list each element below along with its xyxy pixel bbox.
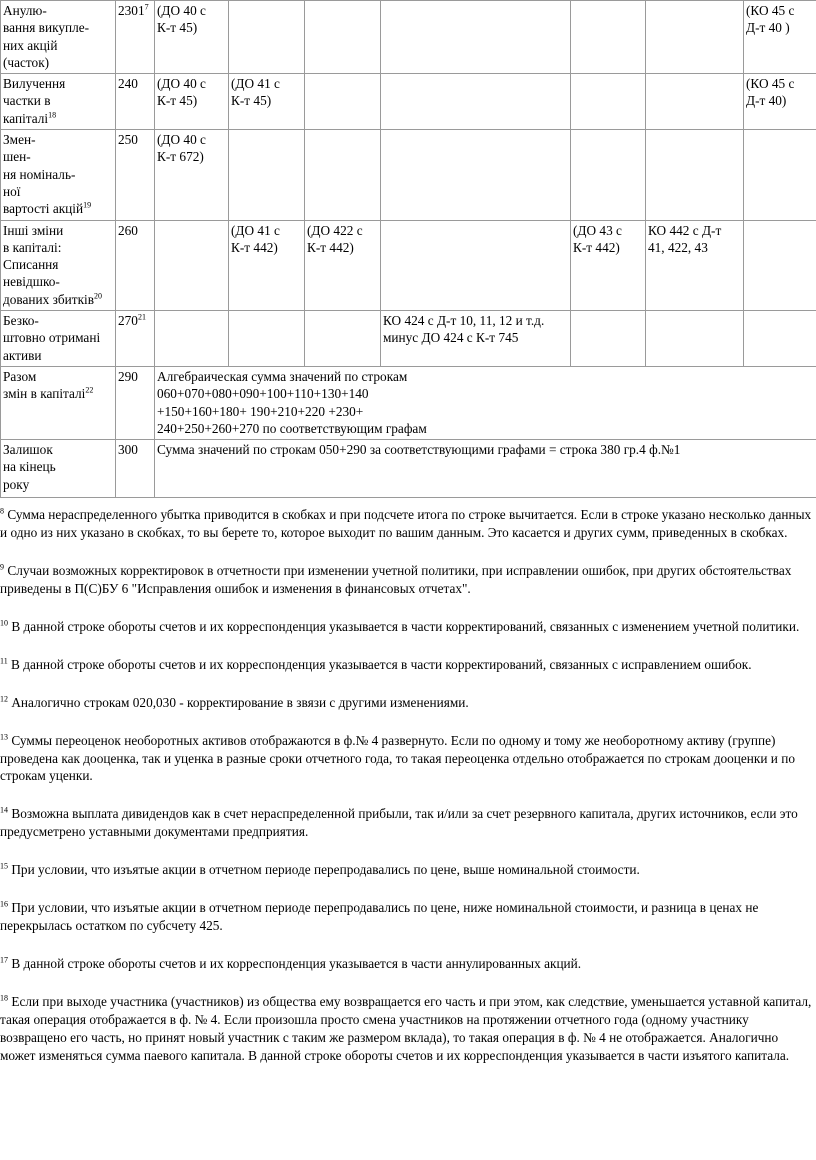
table-row — [1, 1, 816, 74]
footnote-text: В данной строке обороты счетов и их корреспонденция указывается в части корректирований, связанных с исправлением ошибок. — [11, 656, 752, 672]
row-label: Вилучення частки в капіталі — [3, 76, 66, 126]
cell-text: КО 442 с Д-т 41, 422, 43 — [648, 222, 722, 255]
cell-text: (ДО 40 с К-т 672) — [157, 132, 206, 165]
footnote-number: 16 — [0, 899, 8, 909]
footnote — [0, 562, 812, 598]
table-cell — [305, 130, 381, 220]
footnote-text: Возможна выплата дивидендов как в счет нераспределенной прибыли, так и/или за счет резервного капитала, других источников, если это предусметрено уставными документами предприятия. — [0, 806, 798, 840]
footnote-text: Суммы переоценок необоротных активов отображаются в ф.№ 4 развернуто. Если по одному и тому же необоротному активу (группе) проведена как дооценка, так и уценка в разные сроки отчетного года, то такая переоценка отдельно отображается по строкам дооценки и по строкам уценки. — [0, 732, 796, 784]
cell-text: (ДО 40 с К-т 45) — [157, 3, 206, 36]
cell-text: (ДО 41 с К-т 45) — [231, 76, 280, 109]
table-cell — [744, 130, 816, 220]
footnote-ref: 19 — [83, 200, 92, 210]
footnotes — [0, 506, 812, 1065]
row-label-cell — [1, 1, 116, 74]
cell-text: (ДО 43 с К-т 442) — [573, 222, 622, 255]
row-code-cell — [116, 1, 155, 74]
table-cell — [646, 1, 744, 74]
table-cell — [744, 220, 816, 310]
table-cell — [571, 220, 646, 310]
table-row — [1, 366, 816, 439]
footnote-text: В данной строке обороты счетов и их корреспонденция указывается в части корректирований, связанных с изменением учетной политики. — [11, 618, 800, 634]
footnote-text: Сумма нераспределенного убытка приводится в скобках и при подсчете итога по строке вычитается. Если в строке указано несколько данных и одно из них указано в скобках, то вы берете то, которое выходит по вашим данным. Это касается и других сумм, приведенных в скобках. — [0, 507, 812, 540]
footnote-ref: 22 — [85, 385, 94, 395]
row-label: Залишок на кінець року — [3, 442, 56, 492]
cell-text: (КО 45 с Д-т 40 ) — [746, 3, 795, 36]
row-label-cell — [1, 220, 116, 310]
cell-text: (ДО 422 с К-т 442) — [307, 222, 363, 255]
cell-text: (ДО 40 с К-т 45) — [157, 76, 206, 109]
table-cell — [381, 1, 571, 74]
table-cell — [381, 130, 571, 220]
footnote-text: При условии, что изъятые акции в отчетном периоде перепродавались по цене, выше номинальной стоимости. — [11, 862, 640, 878]
cell-text: (ДО 41 с К-т 442) — [231, 222, 280, 255]
table-cell — [229, 130, 305, 220]
row-code: 290 — [118, 368, 138, 384]
table-cell — [229, 74, 305, 130]
footnote-number: 12 — [0, 694, 8, 704]
table-cell — [646, 130, 744, 220]
footnote-number: 10 — [0, 618, 8, 628]
table-cell — [305, 1, 381, 74]
footnote-ref: 18 — [48, 110, 57, 120]
footnote — [0, 506, 812, 542]
footnote-number: 18 — [0, 993, 8, 1003]
row-code-cell — [116, 440, 155, 498]
table-row — [1, 220, 816, 310]
footnote-number: 15 — [0, 861, 8, 871]
row-label: Разом змін в капіталі — [3, 368, 86, 402]
table-cell — [571, 130, 646, 220]
cell-text: Сумма значений по строкам 050+290 за соответствующими графами = строка 380 гр.4 ф.№1 — [157, 442, 681, 458]
table-row — [1, 130, 816, 220]
row-label: Інші зміни в капіталі: Списання невідшко- дованих збитків — [3, 222, 95, 307]
footnote-text: Аналогично строкам 020,030 - корректирование в звязи с другими изменениями. — [11, 694, 469, 710]
footnote — [0, 732, 812, 786]
table-row — [1, 74, 816, 130]
table-cell — [646, 74, 744, 130]
row-code: 250 — [118, 132, 138, 148]
table-cell — [305, 310, 381, 366]
table-cell — [381, 310, 571, 366]
footnote — [0, 993, 812, 1065]
cell-text: (КО 45 с Д-т 40) — [746, 76, 795, 109]
footnote — [0, 618, 812, 636]
table-cell — [571, 1, 646, 74]
footnote-text: Если при выходе участника (участников) из общества ему возвращается его часть и при этом, как следствие, уменьшается уставной капитал, такая операция отображается в ф. № 4. Если произошла просто смена участников на протяжении отчетного года (одному участнику возвращено его часть, но принят новый участник с таким же размером вклада), то такая операция в ф. № 4 не отображается. Аналогично может изменяться сумма паевого капитала. В данной строке обороты счетов и их корреспонденция указывается в части изъятого капитала. — [0, 994, 812, 1063]
row-label-cell — [1, 440, 116, 498]
footnote-number: 9 — [0, 562, 4, 572]
cell-text: Алгебраическая сумма значений по строкам 060+070+080+090+100+110+130+140 +150+160+180+ 190+210+220 +230+ 240+250+260+270 по соответствующим графам — [157, 368, 427, 436]
footnote — [0, 955, 812, 973]
table-cell — [571, 310, 646, 366]
row-code-cell — [116, 366, 155, 439]
footnote-number: 11 — [0, 656, 8, 666]
table-row — [1, 440, 816, 498]
row-label: Анулю- вання викупле- них акцій (часток) — [3, 3, 90, 70]
capital-changes-table — [0, 0, 816, 498]
table-cell — [646, 220, 744, 310]
row-code: 260 — [118, 222, 138, 238]
table-cell — [155, 74, 229, 130]
footnote — [0, 694, 812, 712]
footnote-ref: 7 — [144, 2, 149, 12]
row-label-cell — [1, 130, 116, 220]
row-code: 300 — [118, 442, 138, 458]
table-body — [1, 1, 816, 498]
table-cell — [646, 310, 744, 366]
footnote-text: В данной строке обороты счетов и их корреспонденция указывается в части аннулированных акций. — [11, 956, 582, 972]
table-cell — [381, 220, 571, 310]
row-code-cell — [116, 130, 155, 220]
merged-cell — [155, 366, 816, 439]
row-label-cell — [1, 366, 116, 439]
table-cell — [155, 310, 229, 366]
footnote — [0, 899, 812, 935]
row-label: Безко- штовно отримані активи — [3, 312, 101, 363]
merged-cell — [155, 440, 816, 498]
footnote-ref: 21 — [137, 312, 146, 322]
row-code-cell — [116, 310, 155, 366]
table-cell — [744, 1, 816, 74]
footnote-ref: 20 — [94, 291, 103, 301]
footnote-text: Случаи возможных корректировок в отчетности при изменении учетной политики, при исправлении ошибок, при других обстоятельствах приведены в П(С)БУ 6 "Исправления ошибок и изменения в финансовых отчетах". — [0, 562, 792, 596]
cell-text: КО 424 с Д-т 10, 11, 12 и т.д. минус ДО 424 с К-т 745 — [383, 312, 545, 346]
footnote — [0, 861, 812, 879]
table-cell — [155, 130, 229, 220]
table-cell — [305, 220, 381, 310]
table-cell — [305, 74, 381, 130]
row-code-cell — [116, 220, 155, 310]
table-cell — [381, 74, 571, 130]
row-label-cell — [1, 310, 116, 366]
row-code: 270 — [118, 312, 138, 328]
row-code-cell — [116, 74, 155, 130]
table-cell — [744, 74, 816, 130]
table-cell — [229, 1, 305, 74]
table-cell — [155, 1, 229, 74]
table-cell — [229, 220, 305, 310]
footnote-number: 17 — [0, 955, 8, 965]
table-cell — [229, 310, 305, 366]
footnote — [0, 656, 812, 674]
table-cell — [155, 220, 229, 310]
footnote-number: 8 — [0, 506, 4, 516]
footnote — [0, 805, 812, 841]
row-code: 240 — [118, 76, 138, 92]
row-label-cell — [1, 74, 116, 130]
footnote-number: 14 — [0, 805, 8, 815]
table-row — [1, 310, 816, 366]
row-code: 2301 — [118, 3, 145, 18]
row-label: Змен- шен- ня номіналь- ної вартості акцій — [3, 132, 84, 217]
table-cell — [744, 310, 816, 366]
footnote-number: 13 — [0, 732, 8, 742]
table-cell — [571, 74, 646, 130]
footnote-text: При условии, что изъятые акции в отчетном периоде перепродавались по цене, ниже номинальной стоимости, и разница в ценах не перекрылась остатком по субсчету 425. — [0, 900, 759, 934]
